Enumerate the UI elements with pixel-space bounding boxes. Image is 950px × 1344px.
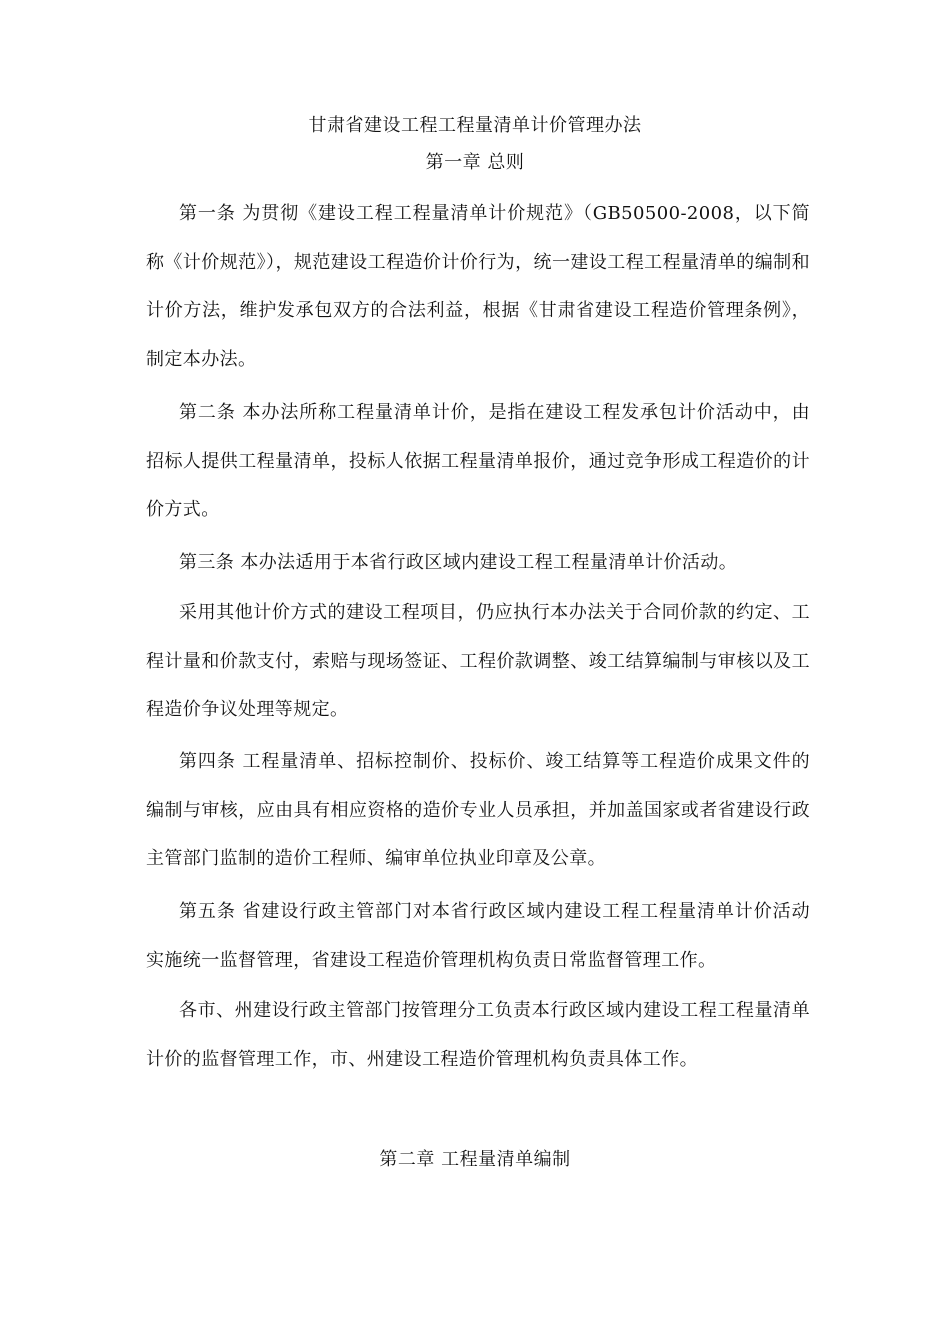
article-3-paragraph: 第三条 本办法适用于本省行政区域内建设工程工程量清单计价活动。 xyxy=(179,552,738,573)
article-2-paragraph: 第二条 本办法所称工程量清单计价，是指在建设工程发承包计价活动中，由招标人提供工程量清单，投标人依据工程量清单报价，通过竞争形成工程造价的计价方式。 xyxy=(146,402,810,520)
article-1-paragraph: 第一条 为贯彻《建设工程工程量清单计价规范》（GB50500-2008，以下简称《计价规范》），规范建设工程造价计价行为，统一建设工程工程量清单的编制和计价方法，维护发承包双方的合法利益，根据《甘肃省建设工程造价管理条例》，制定本办法。 xyxy=(146,203,810,370)
article-5-continuation-paragraph: 各市、州建设行政主管部门按管理分工负责本行政区域内建设工程工程量清单计价的监督管理工作，市、州建设工程造价管理机构负责具体工作。 xyxy=(146,1000,810,1070)
chapter-heading-1: 第一章 总则 xyxy=(425,152,525,173)
article-5-paragraph: 第五条 省建设行政主管部门对本省行政区域内建设工程工程量清单计价活动实施统一监督管理，省建设工程造价管理机构负责日常监督管理工作。 xyxy=(146,901,810,971)
chapter-heading-2: 第二章 工程量清单编制 xyxy=(379,1149,571,1170)
article-3-continuation-paragraph: 采用其他计价方式的建设工程项目，仍应执行本办法关于合同价款的约定、工程计量和价款支付，索赔与现场签证、工程价款调整、竣工结算编制与审核以及工程造价争议处理等规定。 xyxy=(146,602,810,720)
document-title: 甘肃省建设工程工程量清单计价管理办法 xyxy=(308,115,642,136)
article-4-paragraph: 第四条 工程量清单、招标控制价、投标价、竣工结算等工程造价成果文件的编制与审核，应由具有相应资格的造价专业人员承担，并加盖国家或者省建设行政主管部门监制的造价工程师、编审单位执业印章及公章。 xyxy=(146,751,810,869)
